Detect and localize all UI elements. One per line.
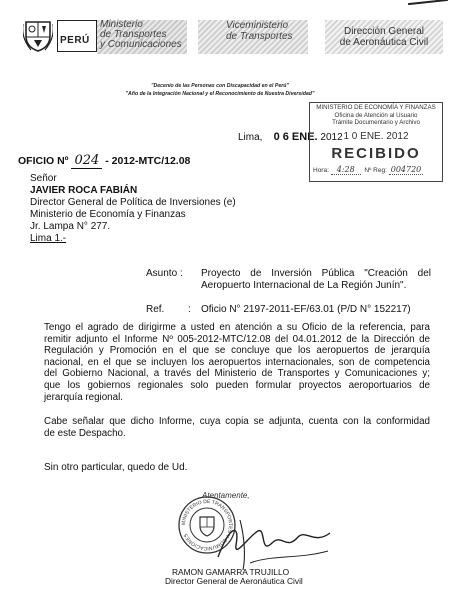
recipient-title: Director General de Política de Inversiones (e)	[30, 197, 236, 208]
body-line: nacional, en el que se incluyen los aeropuertos internacionales, son de competencia	[44, 356, 430, 368]
oficio-prefix: OFICIO Nº	[18, 155, 69, 167]
signature-stamp-label: Atentamente,	[202, 491, 250, 500]
recipient-address: Jr. Lampa N° 277.	[30, 221, 111, 232]
stamp-hora-label: Hora:	[313, 167, 329, 174]
stamp-hora	[310, 165, 423, 174]
recipient-salutation: Señor	[30, 173, 57, 184]
vice-ministry-line: Viceministerio	[226, 20, 289, 31]
directorate-line: de Aeronáutica Civil	[339, 37, 429, 48]
asunto-line-2: Aeropuerto Internacional de La Región Junín".	[201, 280, 407, 291]
stamp-reg-label: Nº Reg:	[364, 167, 387, 174]
ministry-line: Ministerio	[100, 19, 143, 30]
stamp-hora-value: 4:28	[331, 165, 361, 175]
directorate-line: Dirección General	[343, 26, 425, 37]
oficio-number	[18, 153, 190, 168]
body-line: del Gobierno Nacional, a través del Ministerio de Transportes y Comunicaciones y;	[44, 368, 430, 380]
ref-colon: :	[188, 304, 191, 315]
stamp-line-2: Oficina de Atención al Usuario	[334, 112, 418, 119]
closing-line: Sin otro particular, quedo de Ud.	[44, 462, 188, 473]
ministry-banner	[97, 20, 187, 54]
letterhead	[0, 4, 450, 58]
body-line: Regulación y Promoción en el que se concluye que los aeropuertos de jerarquía	[44, 345, 430, 357]
stamp-line-1: MINISTERIO DE ECONOMÍA Y FINANZAS	[316, 104, 436, 111]
recipient-name: JAVIER ROCA FABIÁN	[30, 185, 138, 196]
oficio-handwritten-number: 024	[71, 153, 102, 169]
stamp-reg-value: 004720	[390, 165, 422, 174]
signatory-name: RAMON GAMARRA TRUJILLO	[172, 567, 290, 577]
body-paragraph-1	[44, 322, 430, 403]
body-line: Cabe señalar que dicho Informe, cuya copia se adjunta, cuenta con la conformidad	[44, 416, 430, 427]
body-line: Tengo el agrado de dirigirme a usted en atención a su Oficio de la referencia, para	[44, 322, 430, 333]
oficio-suffix: - 2012-MTC/12.08	[105, 155, 191, 167]
date-year: 2012	[320, 132, 343, 143]
stamp-line-3: Trámite Documentario y Archivo	[332, 119, 420, 126]
peru-coat-of-arms-icon	[23, 18, 53, 52]
body-paragraph-2	[44, 416, 430, 439]
stamp-received: RECIBIDO	[331, 145, 421, 162]
ministry-line: de Transportes	[100, 29, 167, 40]
handwritten-signature-icon	[210, 515, 340, 575]
ref-text: Oficio N° 2197-2011-EF/63.01 (P/D N° 152217)	[201, 304, 411, 315]
recipient-org: Ministerio de Economía y Finanzas	[30, 209, 186, 220]
body-line: remitir adjunto el Informe Nº 005-2012-MTC/12.08 del 04.01.2012 de la Dirección de	[44, 333, 430, 345]
body-line: de este Despacho.	[44, 427, 126, 439]
body-line: jerarquía regional.	[44, 391, 123, 403]
ref-label: Ref.	[146, 304, 165, 315]
asunto-line-1: Proyecto de Inversión Pública "Creación del	[201, 268, 431, 279]
recipient-city: Lima 1.-	[30, 233, 67, 244]
vice-ministry-banner	[198, 20, 308, 54]
peru-label: PERÚ	[60, 35, 90, 46]
motto-line-2: "Año de la Integración Nacional y el Reconocimiento de Nuestra Diversidad"	[125, 91, 315, 97]
motto-line-1: "Decenio de las Personas con Discapacidad en el Perú"	[151, 83, 289, 89]
asunto-label: Asunto :	[146, 268, 183, 279]
signatory-role: Director General de Aeronáutica Civil	[165, 576, 303, 586]
received-stamp	[309, 102, 443, 182]
directorate-banner	[325, 20, 443, 54]
date-day-month: 0 6 ENE.	[273, 131, 318, 143]
ministry-line: y Comunicaciones	[100, 39, 182, 50]
stamp-date: 1 0 ENE. 2012	[343, 131, 409, 142]
seal-ring-text: MINISTERIO DE TRANSPORTES Y COMUNICACIONES	[180, 498, 234, 552]
date-city: Lima,	[238, 132, 263, 143]
body-line: que los gobiernos regionales solo pueden formular proyectos aeroportuarios de	[44, 379, 430, 391]
vice-ministry-line: de Transportes	[226, 31, 293, 42]
